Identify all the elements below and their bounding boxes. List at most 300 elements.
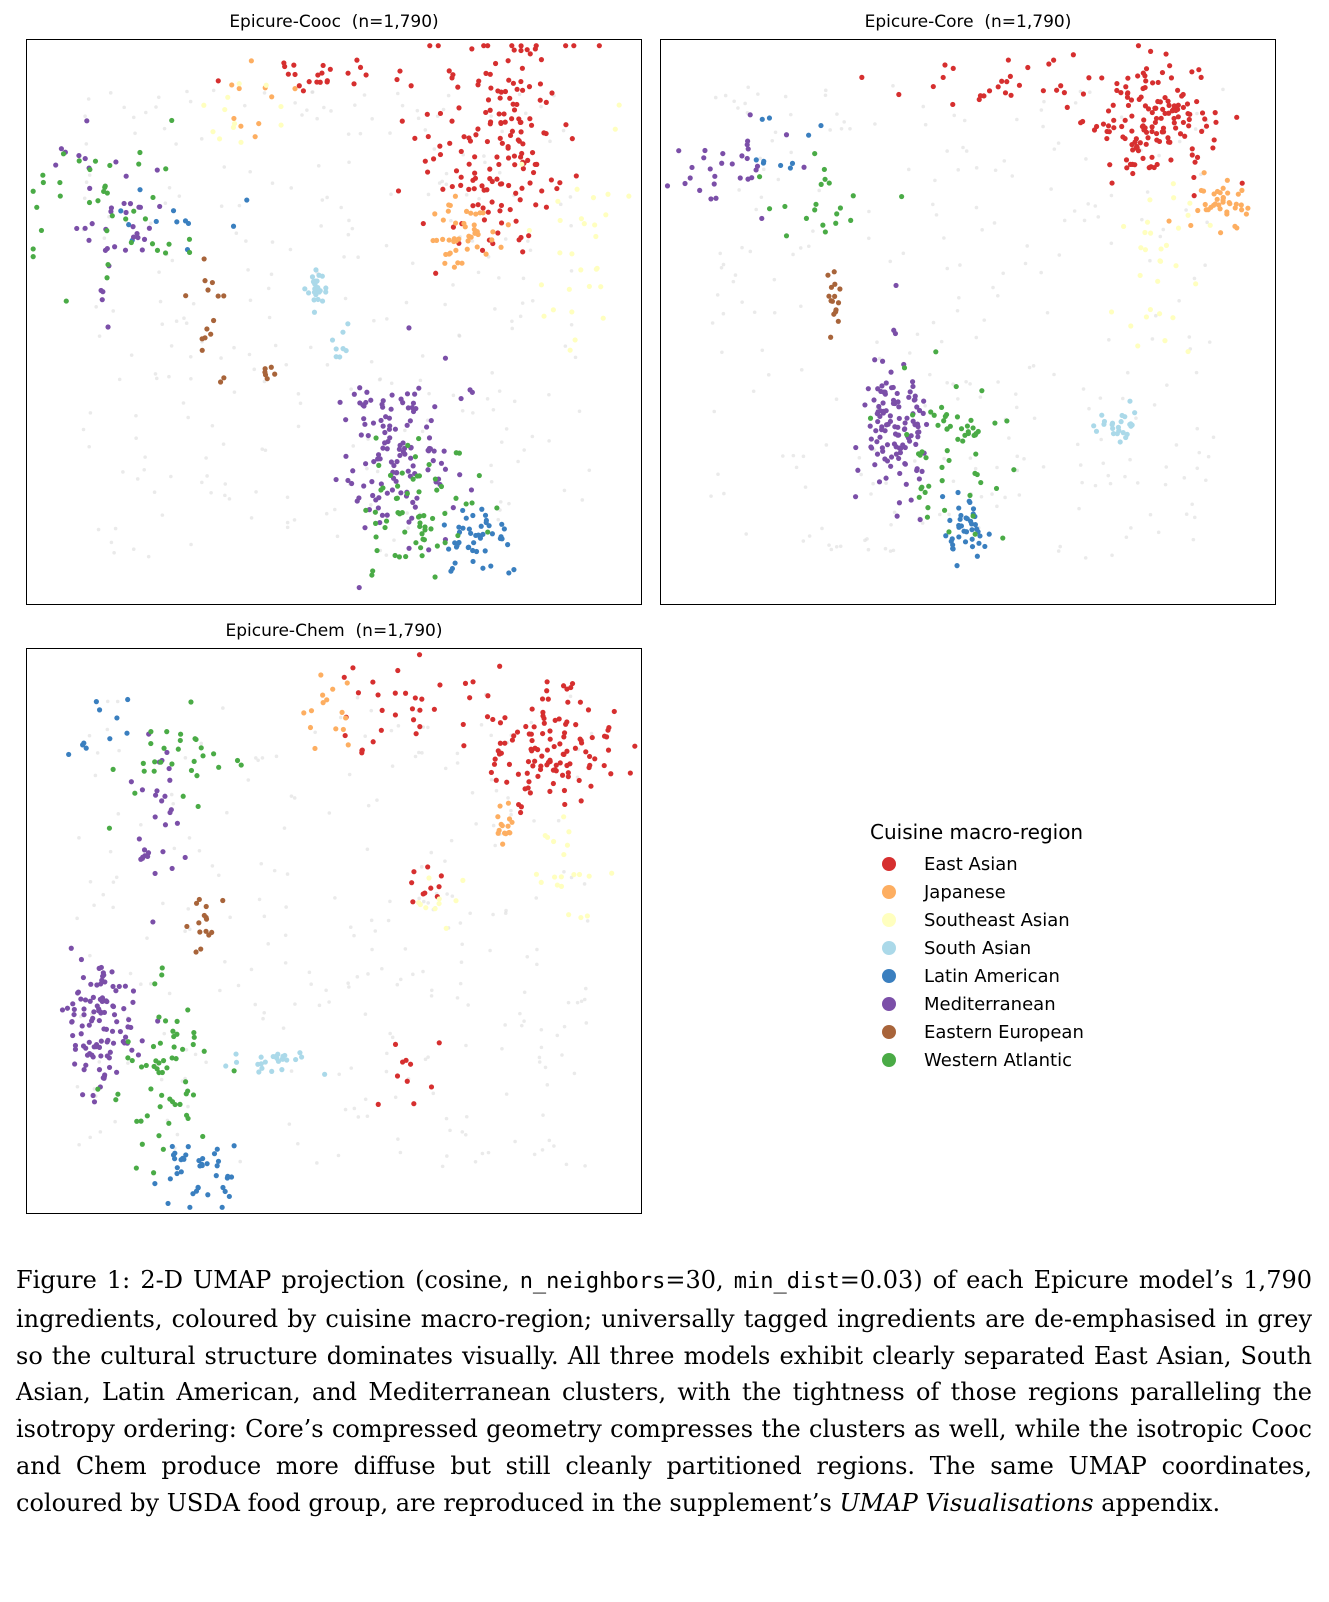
scatter-point xyxy=(1125,95,1130,100)
scatter-point-universal xyxy=(756,92,760,96)
scatter-point-universal xyxy=(232,346,236,350)
scatter-point-universal xyxy=(509,809,513,813)
scatter-point xyxy=(538,81,543,86)
scatter-point xyxy=(745,156,750,161)
scatter-point xyxy=(551,781,556,786)
scatter-point-universal xyxy=(218,989,222,993)
scatter-point xyxy=(862,402,867,407)
scatter-point-universal xyxy=(403,429,407,433)
scatter-point xyxy=(395,484,400,489)
scatter-point xyxy=(959,426,964,431)
scatter-point xyxy=(400,119,405,124)
scatter-point xyxy=(888,464,893,469)
scatter-point-universal xyxy=(385,1070,389,1074)
scatter-point xyxy=(192,1035,197,1040)
scatter-point xyxy=(1129,128,1134,133)
scatter-point xyxy=(1110,426,1115,431)
scatter-point-universal xyxy=(83,196,87,200)
scatter-point xyxy=(1175,88,1180,93)
scatter-point xyxy=(942,508,947,513)
scatter-point-universal xyxy=(584,1021,588,1025)
scatter-point-universal xyxy=(370,948,374,952)
legend-item-east-asian xyxy=(870,850,1084,878)
series-latin-american xyxy=(754,115,992,568)
scatter-point xyxy=(485,139,490,144)
scatter-point xyxy=(546,697,551,702)
scatter-point-universal xyxy=(88,1136,92,1140)
scatter-point xyxy=(227,1194,232,1199)
scatter-point-universal xyxy=(459,982,463,986)
scatter-point-universal xyxy=(170,344,174,348)
scatter-point xyxy=(34,205,39,210)
scatter-point-universal xyxy=(1151,337,1155,341)
scatter-point xyxy=(502,715,507,720)
scatter-point-universal xyxy=(979,395,983,399)
scatter-point xyxy=(1213,120,1218,125)
scatter-point xyxy=(406,325,411,330)
scatter-point-universal xyxy=(474,1160,478,1164)
scatter-point xyxy=(532,759,537,764)
scatter-point xyxy=(97,1018,102,1023)
scatter-point-universal xyxy=(349,1066,353,1070)
scatter-point xyxy=(1166,218,1171,223)
scatter-point-universal xyxy=(802,455,806,459)
scatter-point-universal xyxy=(1204,478,1208,482)
scatter-point xyxy=(370,493,375,498)
scatter-point xyxy=(105,262,110,267)
scatter-point xyxy=(413,454,418,459)
scatter-point xyxy=(1127,399,1132,404)
scatter-point xyxy=(1135,343,1140,348)
scatter-point xyxy=(956,534,961,539)
scatter-point xyxy=(517,139,522,144)
scatter-point-universal xyxy=(991,286,995,290)
scatter-point-universal xyxy=(996,294,1000,298)
scatter-point xyxy=(1141,123,1146,128)
scatter-point-universal xyxy=(445,892,449,896)
scatter-point xyxy=(1193,281,1198,286)
scatter-point-universal xyxy=(111,906,115,910)
scatter-point xyxy=(1158,246,1163,251)
scatter-point xyxy=(563,43,568,48)
scatter-point-universal xyxy=(1101,462,1105,466)
scatter-point-universal xyxy=(385,244,389,248)
scatter-point xyxy=(476,202,481,207)
scatter-point xyxy=(1149,129,1154,134)
scatter-point-universal xyxy=(309,982,313,986)
scatter-point xyxy=(231,224,236,229)
scatter-point xyxy=(1152,106,1157,111)
scatter-point xyxy=(110,213,115,218)
scatter-point xyxy=(282,64,287,69)
scatter-point xyxy=(1199,188,1204,193)
scatter-point xyxy=(868,424,873,429)
scatter-point-universal xyxy=(486,397,490,401)
scatter-point xyxy=(140,1038,145,1043)
scatter-point xyxy=(571,43,576,48)
scatter-point xyxy=(1234,115,1239,120)
scatter-point xyxy=(136,1052,141,1057)
series-southeast-asian xyxy=(201,81,631,353)
scatter-point xyxy=(569,251,574,256)
scatter-point xyxy=(275,1052,280,1057)
scatter-point xyxy=(1167,63,1172,68)
scatter-point xyxy=(875,452,880,457)
scatter-point xyxy=(784,132,789,137)
scatter-point xyxy=(70,1001,75,1006)
scatter-point xyxy=(588,784,593,789)
scatter-point xyxy=(447,237,452,242)
scatter-point xyxy=(1196,67,1201,72)
scatter-point xyxy=(101,972,106,977)
scatter-point xyxy=(202,256,207,261)
scatter-point xyxy=(469,487,474,492)
scatter-point xyxy=(419,531,424,536)
scatter-point-universal xyxy=(246,268,250,272)
scatter-point xyxy=(431,156,436,161)
scatter-point xyxy=(163,1018,168,1023)
scatter-point xyxy=(1190,152,1195,157)
scatter-point-universal xyxy=(145,936,149,940)
scatter-point xyxy=(499,203,504,208)
scatter-point xyxy=(393,691,398,696)
scatter-point-universal xyxy=(474,822,478,826)
scatter-point xyxy=(813,202,818,207)
scatter-point xyxy=(1008,93,1013,98)
scatter-point xyxy=(452,265,457,270)
scatter-point xyxy=(1120,413,1125,418)
scatter-point xyxy=(487,167,492,172)
scatter-point-universal xyxy=(293,1002,297,1006)
scatter-point-universal xyxy=(328,811,332,815)
scatter-point xyxy=(832,282,837,287)
scatter-point xyxy=(1239,207,1244,212)
scatter-point xyxy=(432,211,437,216)
scatter-point xyxy=(60,1007,65,1012)
scatter-point-universal xyxy=(333,896,337,900)
scatter-point xyxy=(475,126,480,131)
scatter-point-universal xyxy=(299,402,303,406)
scatter-point xyxy=(480,566,485,571)
scatter-point xyxy=(123,248,128,253)
scatter-point xyxy=(107,826,112,831)
scatter-point-universal xyxy=(1109,482,1113,486)
scatter-point-universal xyxy=(848,127,852,131)
scatter-point xyxy=(544,100,549,105)
scatter-point xyxy=(882,428,887,433)
scatter-point xyxy=(313,267,318,272)
scatter-point xyxy=(320,693,325,698)
scatter-point xyxy=(70,1033,75,1038)
scatter-point-universal xyxy=(516,460,520,464)
scatter-point-universal xyxy=(199,742,203,746)
scatter-point xyxy=(499,90,504,95)
scatter-point xyxy=(58,193,63,198)
scatter-point xyxy=(174,219,179,224)
scatter-point xyxy=(1202,116,1207,121)
scatter-point-universal xyxy=(784,95,788,99)
scatter-point xyxy=(507,762,512,767)
scatter-point xyxy=(1158,259,1163,264)
scatter-point xyxy=(508,207,513,212)
scatter-point xyxy=(567,761,572,766)
scatter-point xyxy=(494,154,499,159)
scatter-point-universal xyxy=(261,756,265,760)
scatter-point xyxy=(1118,90,1123,95)
scatter-point xyxy=(479,507,484,512)
scatter-point-universal xyxy=(430,988,434,992)
scatter-point-universal xyxy=(567,1001,571,1005)
scatter-point xyxy=(759,216,764,221)
scatter-point xyxy=(183,1079,188,1084)
scatter-point-universal xyxy=(204,1060,208,1064)
scatter-point xyxy=(152,769,157,774)
scatter-point-universal xyxy=(460,1130,464,1134)
scatter-point xyxy=(394,459,399,464)
scatter-point-universal xyxy=(88,173,92,177)
scatter-point-universal xyxy=(491,913,495,917)
scatter-point xyxy=(893,331,898,336)
scatter-point xyxy=(126,1017,131,1022)
scatter-point-universal xyxy=(170,793,174,797)
scatter-point-universal xyxy=(351,227,355,231)
scatter-point-universal xyxy=(522,1019,526,1023)
scatter-point xyxy=(1025,65,1030,70)
scatter-point xyxy=(527,84,532,89)
scatter-point xyxy=(189,768,194,773)
scatter-point xyxy=(880,359,885,364)
scatter-point xyxy=(499,822,504,827)
scatter-point xyxy=(1004,79,1009,84)
scatter-point-universal xyxy=(113,1120,117,1124)
scatter-point xyxy=(324,697,329,702)
scatter-point xyxy=(510,737,515,742)
scatter-point xyxy=(162,794,167,799)
scatter-point xyxy=(375,456,380,461)
scatter-point xyxy=(548,737,553,742)
scatter-point xyxy=(456,105,461,110)
scatter-point-universal xyxy=(1208,340,1212,344)
scatter-point-universal xyxy=(1025,244,1029,248)
scatter-point-universal xyxy=(871,482,875,486)
scatter-point-universal xyxy=(270,272,274,276)
scatter-point xyxy=(518,120,523,125)
scatter-point xyxy=(405,423,410,428)
scatter-point-universal xyxy=(162,1032,166,1036)
scatter-point xyxy=(403,1058,408,1063)
scatter-point-universal xyxy=(573,1072,577,1076)
scatter-point-universal xyxy=(507,502,511,506)
scatter-point xyxy=(1169,75,1174,80)
scatter-point xyxy=(405,443,410,448)
scatter-point xyxy=(900,442,905,447)
scatter-point-universal xyxy=(799,304,803,308)
scatter-point-universal xyxy=(325,512,329,516)
scatter-point xyxy=(188,699,193,704)
scatter-point-universal xyxy=(464,1133,468,1137)
scatter-point xyxy=(77,158,82,163)
scatter-point xyxy=(895,425,900,430)
scatter-point xyxy=(417,514,422,519)
scatter-point-universal xyxy=(714,96,718,100)
scatter-point xyxy=(393,712,398,717)
scatter-point xyxy=(433,476,438,481)
scatter-point xyxy=(438,111,443,116)
scatter-point-universal xyxy=(720,350,724,354)
scatter-point xyxy=(511,567,516,572)
scatter-point-universal xyxy=(174,142,178,146)
scatter-point xyxy=(525,158,530,163)
scatter-point xyxy=(489,199,494,204)
scatter-point xyxy=(411,477,416,482)
scatter-point-universal xyxy=(820,527,824,531)
scatter-point-universal xyxy=(835,545,839,549)
scatter-point xyxy=(1162,95,1167,100)
scatter-point xyxy=(139,1064,144,1069)
scatter-point-universal xyxy=(534,896,538,900)
scatter-point-universal xyxy=(1084,556,1088,560)
scatter-point xyxy=(468,531,473,536)
scatter-point-universal xyxy=(996,380,1000,384)
legend-label: Southeast Asian xyxy=(924,909,1070,931)
scatter-point xyxy=(1120,134,1125,139)
scatter-point xyxy=(926,484,931,489)
scatter-point xyxy=(428,886,433,891)
scatter-point xyxy=(498,181,503,186)
scatter-point-universal xyxy=(749,250,753,254)
scatter-point-universal xyxy=(387,919,391,923)
scatter-point-universal xyxy=(811,229,815,233)
scatter-point xyxy=(518,48,523,53)
scatter-point xyxy=(382,525,387,530)
scatter-point-universal xyxy=(1014,392,1018,396)
scatter-point-universal xyxy=(315,117,319,121)
scatter-point xyxy=(456,236,461,241)
scatter-point-universal xyxy=(975,206,979,210)
scatter-point xyxy=(337,354,342,359)
scatter-point xyxy=(592,222,597,227)
scatter-point xyxy=(433,271,438,276)
scatter-point-universal xyxy=(178,194,182,198)
scatter-point-universal xyxy=(324,988,328,992)
scatter-point-universal xyxy=(154,372,158,376)
scatter-point xyxy=(564,749,569,754)
scatter-point xyxy=(185,1116,190,1121)
scatter-point-universal xyxy=(1164,465,1168,469)
scatter-point xyxy=(88,982,93,987)
legend-marker xyxy=(882,969,896,983)
scatter-point-universal xyxy=(466,1003,470,1007)
scatter-point-universal xyxy=(290,1069,294,1073)
scatter-point-universal xyxy=(133,131,137,135)
scatter-point xyxy=(566,829,571,834)
scatter-point xyxy=(499,536,504,541)
series-south-asian xyxy=(223,1050,327,1077)
scatter-point xyxy=(123,1035,128,1040)
scatter-point xyxy=(41,180,46,185)
scatter-point xyxy=(130,1000,135,1005)
scatter-point-universal xyxy=(464,1044,468,1048)
scatter-point xyxy=(472,171,477,176)
scatter-point xyxy=(503,120,508,125)
scatter-point-universal xyxy=(344,297,348,301)
scatter-point-universal xyxy=(963,119,967,123)
scatter-point xyxy=(191,1042,196,1047)
scatter-point xyxy=(464,501,469,506)
scatter-point xyxy=(225,1174,230,1179)
scatter-point xyxy=(380,708,385,713)
scatter-point xyxy=(259,1055,264,1060)
scatter-point xyxy=(117,984,122,989)
scatter-point xyxy=(143,216,148,221)
scatter-point xyxy=(199,745,204,750)
scatter-point-universal xyxy=(286,495,290,499)
scatter-point xyxy=(87,1023,92,1028)
scatter-point xyxy=(202,278,207,283)
scatter-point xyxy=(123,984,128,989)
legend-label: Eastern European xyxy=(924,1021,1084,1043)
scatter-point-universal xyxy=(569,195,573,199)
scatter-point-universal xyxy=(395,983,399,987)
scatter-point xyxy=(126,1039,131,1044)
scatter-point xyxy=(297,83,302,88)
scatter-point xyxy=(429,418,434,423)
scatter-point-universal xyxy=(737,188,741,192)
scatter-point-universal xyxy=(477,271,481,275)
scatter-point-universal xyxy=(465,193,469,197)
scatter-point xyxy=(429,1084,434,1089)
scatter-point xyxy=(269,1069,274,1074)
scatter-point xyxy=(446,209,451,214)
scatter-point xyxy=(418,902,423,907)
scatter-point xyxy=(216,294,221,299)
scatter-point xyxy=(93,159,98,164)
scatter-point-universal xyxy=(824,94,828,98)
scatter-point-universal xyxy=(1140,218,1144,222)
scatter-point xyxy=(389,459,394,464)
scatter-point-universal xyxy=(282,1026,286,1030)
scatter-point xyxy=(603,212,608,217)
scatter-point xyxy=(894,452,899,457)
scatter-point-universal xyxy=(1074,101,1078,105)
scatter-point xyxy=(519,162,524,167)
scatter-point xyxy=(141,761,146,766)
scatter-point xyxy=(161,1147,166,1152)
scatter-point xyxy=(1195,208,1200,213)
scatter-point-universal xyxy=(390,729,394,733)
scatter-point xyxy=(921,399,926,404)
scatter-point xyxy=(1244,211,1249,216)
scatter-point-universal xyxy=(349,387,353,391)
scatter-point-universal xyxy=(522,448,526,452)
scatter-point xyxy=(168,1176,173,1181)
scatter-point xyxy=(1148,307,1153,312)
scatter-point-universal xyxy=(451,283,455,287)
scatter-point-universal xyxy=(261,1017,265,1021)
scatter-point xyxy=(110,984,115,989)
scatter-point-universal xyxy=(503,1023,507,1027)
scatter-point xyxy=(1104,129,1109,134)
scatter-point xyxy=(818,123,823,128)
scatter-point xyxy=(992,420,997,425)
scatter-point-universal xyxy=(578,409,582,413)
scatter-point-universal xyxy=(1041,125,1045,129)
scatter-point xyxy=(293,1057,298,1062)
scatter-point xyxy=(490,717,495,722)
scatter-point xyxy=(204,326,209,331)
scatter-point xyxy=(82,1067,87,1072)
scatter-point-universal xyxy=(1053,147,1057,151)
